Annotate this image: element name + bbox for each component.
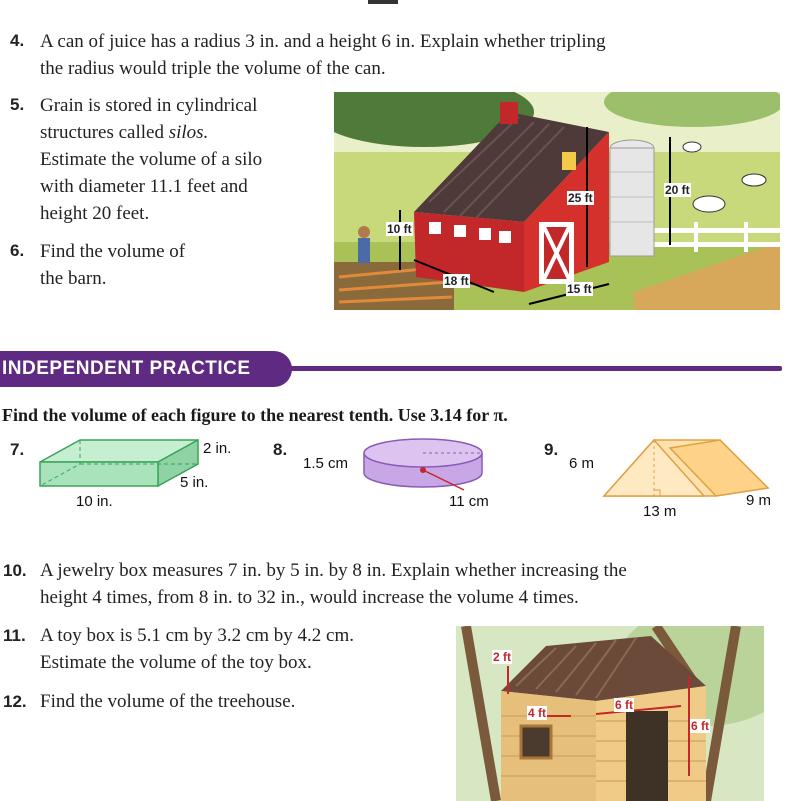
- figure-7-length-label: 10 in.: [76, 493, 113, 510]
- problem-5-line-4: with diameter 11.1 feet and: [40, 176, 248, 197]
- instructions: Find the volume of each figure to the nearest tenth. Use 3.14 for π.: [2, 405, 508, 425]
- figure-7-width-label: 5 in.: [180, 474, 209, 491]
- problem-10-text: [40, 557, 627, 611]
- treehouse-depth-label: 4 ft: [528, 706, 546, 720]
- problem-11-text: [40, 622, 354, 676]
- problem-6-number: 6.: [10, 241, 25, 260]
- problem-4-line-2: the radius would triple the volume of the can.: [40, 58, 386, 79]
- cropped-text-fragment: [368, 0, 398, 4]
- problem-6-line-1: Find the volume of: [40, 241, 186, 262]
- problem-10-line-2: height 4 times, from 8 in. to 32 in., would increase the volume 4 times.: [40, 587, 579, 608]
- problem-5-text: [40, 92, 262, 227]
- barn-total-height-label: 25 ft: [568, 191, 593, 205]
- figure-8-radius-label: 11 cm: [449, 493, 489, 510]
- section-rule: [286, 366, 782, 371]
- figure-9-length-label: 9 m: [746, 492, 772, 509]
- figure-7-height-label: 2 in.: [203, 440, 232, 457]
- figure-9-height-label: 6 m: [569, 455, 595, 472]
- problem-12-text: [40, 688, 295, 715]
- problem-5-line-5: height 20 feet.: [40, 203, 150, 224]
- figure-8-number: 8.: [273, 440, 288, 459]
- problem-11-number: 11.: [3, 626, 26, 645]
- problem-5-number: 5.: [10, 95, 25, 114]
- section-title: INDEPENDENT PRACTICE: [2, 358, 251, 379]
- figure-8-height-label: 1.5 cm: [303, 455, 349, 472]
- figure-9-number: 9.: [544, 440, 559, 459]
- barn-width-label: 15 ft: [567, 282, 592, 296]
- problem-12-number: 12.: [3, 692, 27, 711]
- problem-10-number: 10.: [3, 561, 27, 580]
- problem-11-line-1: A toy box is 5.1 cm by 3.2 cm by 4.2 cm.: [40, 625, 355, 646]
- figure-9-base-label: 13 m: [643, 503, 677, 520]
- problem-6-text: [40, 238, 185, 292]
- problem-6-line-2: the barn.: [40, 268, 107, 289]
- silos-term: silos.: [168, 122, 209, 143]
- problem-11-line-2: Estimate the volume of the toy box.: [40, 652, 312, 673]
- figure-8-cylinder: [360, 436, 486, 492]
- problem-5-line-3: Estimate the volume of a silo: [40, 149, 263, 170]
- problem-5-line-2: structures called silos.: [40, 122, 209, 143]
- problem-4-text: [40, 28, 606, 82]
- treehouse-roof-label: 2 ft: [493, 650, 511, 664]
- figure-7-number: 7.: [10, 440, 25, 459]
- problem-12-line-1: Find the volume of the treehouse.: [40, 691, 296, 712]
- problem-5-line-1: Grain is stored in cylindrical: [40, 95, 258, 116]
- treehouse-width-label: 6 ft: [615, 698, 633, 712]
- problem-4-number: 4.: [10, 31, 25, 50]
- barn-wall-height-label: 10 ft: [387, 222, 412, 236]
- barn-silo-illustration: [334, 92, 780, 310]
- barn-length-label: 18 ft: [444, 274, 469, 288]
- problem-4-line-1: A can of juice has a radius 3 in. and a height 6 in. Explain whether tripling: [40, 31, 606, 52]
- silo-height-label: 20 ft: [665, 183, 690, 197]
- problem-10-line-1: A jewelry box measures 7 in. by 5 in. by 8 in. Explain whether increasing the: [40, 560, 627, 581]
- figure-7-box: [36, 436, 202, 492]
- treehouse-height-label: 6 ft: [691, 719, 709, 733]
